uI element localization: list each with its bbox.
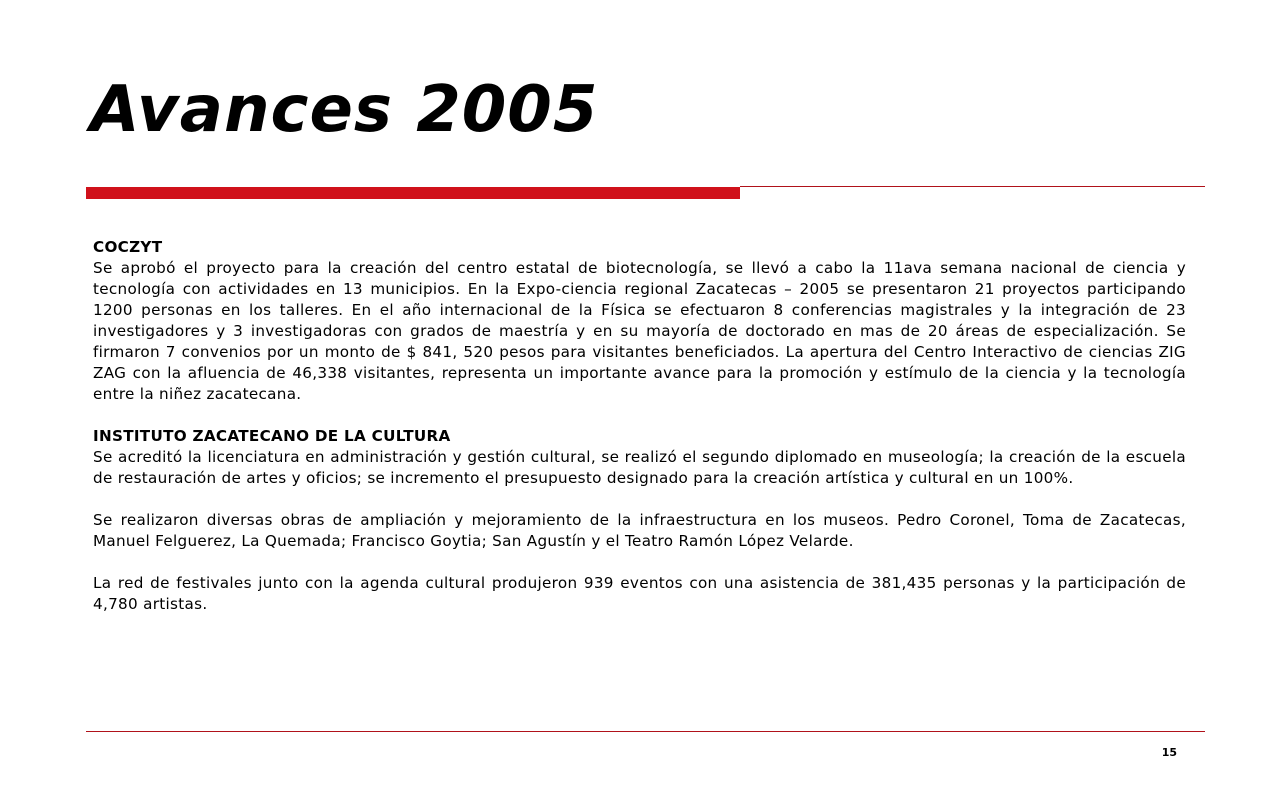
title-accent-bar [86, 187, 740, 199]
title-divider-line [740, 186, 1205, 187]
paragraph-spacer [93, 405, 1186, 426]
section-text-instituto: Se acreditó la licenciatura en administración y gestión cultural, se realizó el segundo diplomado en museología; la creación de la escuela de restauración de artes y oficios; se incremento el presupuesto designado para la creación artística y cultural en un 100%. [93, 448, 1186, 487]
slide-title: Avances 2005 [90, 73, 599, 147]
section-heading-coczyt: COCZYT [93, 238, 163, 256]
page-number: 15 [1161, 746, 1177, 759]
section-text-coczyt: Se aprobó el proyecto para la creación del centro estatal de biotecnología, se llevó a cabo la 11ava semana nacional de ciencia y tecnología con actividades en 13 municipios. En la Expo-ciencia regional Zacatecas – 2005 se presentaron 21 proyectos participando 1200 personas en los talleres. En el año internacional de la Física se efectuaron 8 conferencias magistrales y la integración de 23 investigadores y 3 investigadoras con grados de maestría y en su mayoría de doctorado en mas de 20 áreas de especialización. Se firmaron 7 convenios por un monto de $ 841, 520 pesos para visitantes beneficiados. La apertura del Centro Interactivo de ciencias ZIG ZAG con la afluencia de 46,338 visitantes, representa un importante avance para la promoción y estímulo de la ciencia y la tecnología entre la niñez zacatecana. [93, 259, 1186, 403]
paragraph-spacer [93, 552, 1186, 573]
section-text-festivales: La red de festivales junto con la agenda cultural produjeron 939 eventos con una asistencia de 381,435 personas y la participación de 4,780 artistas. [93, 574, 1186, 613]
paragraph-spacer [93, 489, 1186, 510]
section-text-infraestructura: Se realizaron diversas obras de ampliación y mejoramiento de la infraestructura en los museos. Pedro Coronel, Toma de Zacatecas, Manuel Felguerez, La Quemada; Francisco Goytia; San Agustín y el Teatro Ramón López Velarde. [93, 511, 1186, 550]
footer-divider-line [86, 731, 1205, 732]
section-heading-instituto: INSTITUTO ZACATECANO DE LA CULTURA [93, 427, 451, 445]
slide-body [93, 237, 1186, 615]
